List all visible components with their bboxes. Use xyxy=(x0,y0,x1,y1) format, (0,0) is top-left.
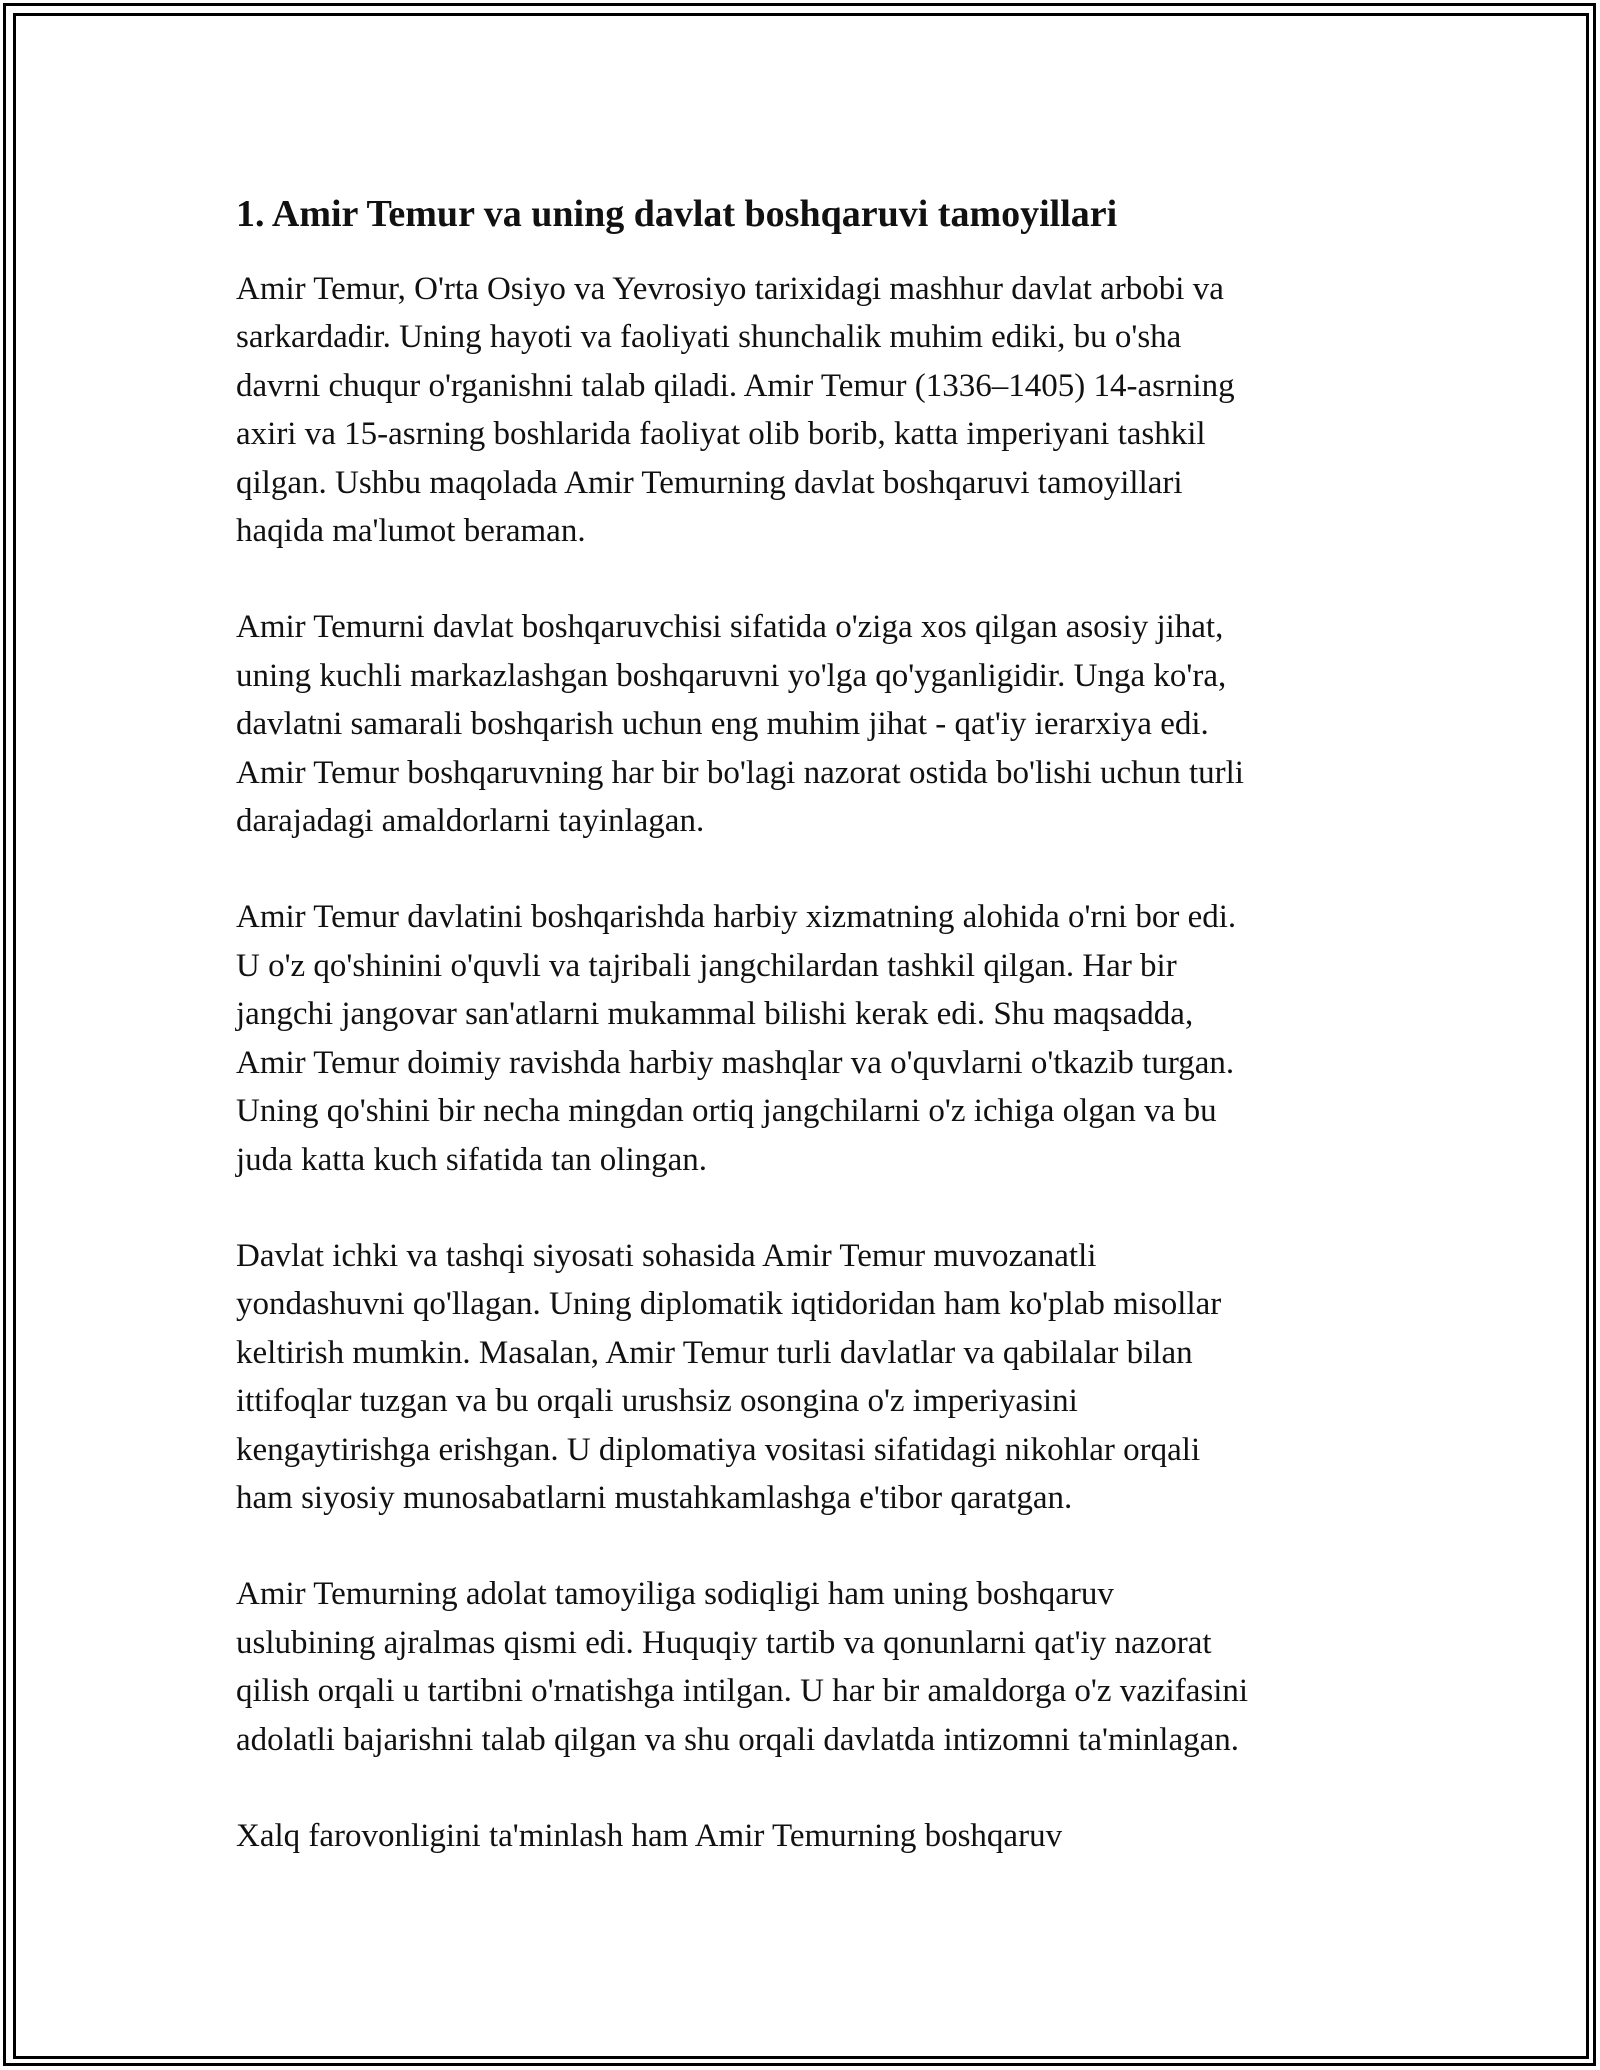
paragraph-centralized-governance: Amir Temurni davlat boshqaruvchisi sifatida o'ziga xos qilgan asosiy jihat, uning kuchli markazlashgan boshqaruvni yo'lga qo'yganligidir. Unga ko'ra, davlatni samarali boshqarish uchun eng muhim jihat - qat'iy ierarxiya edi. Amir Temur boshqaruvning har bir bo'lagi nazorat ostida bo'lishi uchun turli darajadagi amaldorlarni tayinlagan. xyxy=(236,609,1244,840)
document-title: 1. Amir Temur va uning davlat boshqaruvi tamoyillari xyxy=(236,193,1118,235)
paragraph-welfare: Xalq farovonligini ta'minlash ham Amir Temurning boshqaruv xyxy=(236,1817,1063,1854)
paragraph-military-service: Amir Temur davlatini boshqarishda harbiy xizmatning alohida o'rni bor edi. U o'z qo'shinini o'quvli va tajribali jangchilardan tashkil qilgan. Har bir jangchi jangovar san'atlarni mukammal bilishi kerak edi. Shu maqsadda, Amir Temur doimiy ravishda harbiy mashqlar va o'quvlarni o'tkazib turgan. Uning qo'shini bir necha mingdan ortiq jangchilarni o'z ichiga olgan va bu juda katta kuch sifatida tan olingan. xyxy=(236,899,1237,1178)
paragraph-intro: Amir Temur, O'rta Osiyo va Yevrosiyo tarixidagi mashhur davlat arbobi va sarkardadir. Uning hayoti va faoliyati shunchalik muhim ediki, bu o'sha davrni chuqur o'rganishni talab qiladi. Amir Temur (1336–1405) 14-asrning axiri va 15-asrning boshlarida faoliyat olib borib, katta imperiyani tashkil qilgan. Ushbu maqolada Amir Temurning davlat boshqaruvi tamoyillari haqida ma'lumot beraman. xyxy=(236,271,1235,550)
paragraph-diplomacy: Davlat ichki va tashqi siyosati sohasida Amir Temur muvozanatli yondashuvni qo'llagan. Uning diplomatik iqtidoridan ham ko'plab misollar keltirish mumkin. Masalan, Amir Temur turli davlatlar va qabilalar bilan ittifoqlar tuzgan va bu orqali urushsiz osongina o'z imperiyasini kengaytirishga erishgan. U diplomatiya vositasi sifatidagi nikohlar orqali ham siyosiy munosabatlarni mustahkamlashga e'tibor qaratgan. xyxy=(236,1237,1222,1516)
paragraph-justice: Amir Temurning adolat tamoyiliga sodiqligi ham uning boshqaruv uslubining ajralmas qismi edi. Huquqiy tartib va qonunlarni qat'iy nazorat qilish orqali u tartibni o'rnatishga intilgan. U har bir amaldorga o'z vazifasini adolatli bajarishni talab qilgan va shu orqali davlatda intizomni ta'minlagan. xyxy=(236,1576,1249,1758)
document-body xyxy=(236,185,1386,1908)
